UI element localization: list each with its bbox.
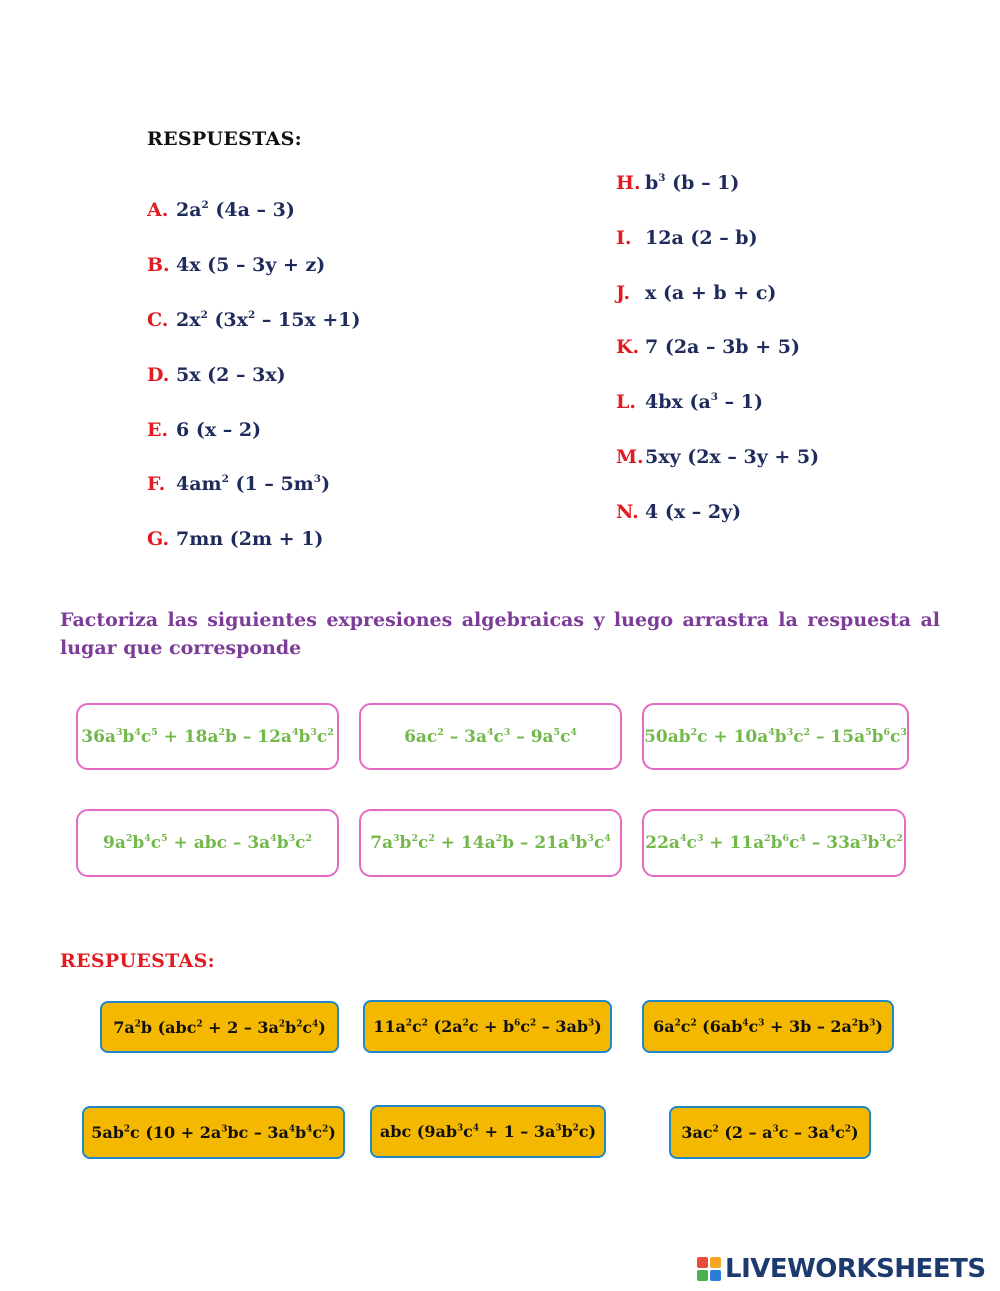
expression-text: $22a^4c^3 + 11a^2b^6c^4 - 33a^3b^3c^2$ xyxy=(645,833,903,853)
answer-g xyxy=(147,528,323,550)
logo-block xyxy=(697,1257,708,1268)
draggable-answer[interactable] xyxy=(100,1001,339,1053)
logo-block xyxy=(710,1270,721,1281)
answer-letter: N. xyxy=(616,501,639,523)
answer-b xyxy=(147,254,325,276)
answer-a xyxy=(147,199,295,221)
answer-text: 12a (2 – b) xyxy=(645,227,758,249)
draggable-answer[interactable] xyxy=(363,1000,612,1053)
answer-i xyxy=(616,227,758,249)
answer-text: x (a + b + c) xyxy=(645,282,777,304)
draggable-answer[interactable] xyxy=(642,1000,894,1053)
answer-letter: J. xyxy=(616,282,631,304)
answer-letter: H. xyxy=(616,172,641,194)
answer-tile-text: $11a^2c^2$ $(2a^2c + b^6c^2 - 3ab^3)$ xyxy=(373,1017,602,1036)
instructions: Factoriza las siguientes expresiones algebraicas y luego arrastra la respuesta al lugar que corresponde xyxy=(60,609,940,659)
answer-text: 7mn (2m + 1) xyxy=(176,528,324,550)
answer-e xyxy=(147,419,261,441)
logo-block xyxy=(697,1270,708,1281)
expression-drop-target[interactable] xyxy=(359,703,622,770)
answer-letter: B. xyxy=(147,254,170,276)
expression-text: $50ab^2c + 10a^4b^3c^2 - 15a^5b^6c^3$ xyxy=(644,726,907,747)
answers-header: RESPUESTAS: xyxy=(147,128,302,150)
answer-tile-text: abc $(9ab^3c^4 + 1 - 3a^3b^2c)$ xyxy=(379,1122,597,1141)
answer-m xyxy=(616,446,819,468)
expression-drop-target[interactable] xyxy=(76,809,339,877)
answer-j xyxy=(616,282,776,304)
answer-letter: K. xyxy=(616,336,640,358)
answer-tile-text: $5ab^2c$ $(10 + 2a^3bc - 3a^4b^4c^2)$ xyxy=(91,1123,336,1142)
answer-text: $b^3$ (b – 1) xyxy=(645,172,740,194)
draggable-answer[interactable] xyxy=(370,1105,606,1158)
answer-n xyxy=(616,501,741,523)
draggable-answer[interactable] xyxy=(82,1106,345,1159)
answer-letter: E. xyxy=(147,419,169,441)
answer-tile-text: $6a^2c^2$ $(6ab^4c^3 + 3b - 2a^2b^3)$ xyxy=(653,1017,883,1036)
answer-letter: C. xyxy=(147,309,169,331)
draggable-answer[interactable] xyxy=(669,1106,871,1159)
answer-text: 4bx $(a^3 - 1)$ xyxy=(645,391,763,413)
answer-text: $2a^2$ (4a – 3) xyxy=(176,199,295,221)
answer-k xyxy=(616,336,800,358)
expression-drop-target[interactable] xyxy=(642,809,906,877)
answer-letter: M. xyxy=(616,446,644,468)
answer-text: 5x (2 – 3x) xyxy=(176,364,286,386)
answer-tile-text: $3ac^2$ $(2 - a^3c - 3a^4c^2)$ xyxy=(681,1123,859,1142)
answer-letter: G. xyxy=(147,528,170,550)
answer-text: $2x^2$ $(3x^2 - 15x +1)$ xyxy=(176,309,361,331)
expression-text: $6ac^2 - 3a^4c^3 - 9a^5c^4$ xyxy=(404,726,577,747)
logo-blocks-icon xyxy=(697,1257,721,1281)
answer-letter: L. xyxy=(616,391,636,413)
answer-f xyxy=(147,473,330,495)
answer-text: 4 (x – 2y) xyxy=(645,501,742,523)
expression-drop-target[interactable] xyxy=(359,809,622,877)
responses-header: RESPUESTAS: xyxy=(60,950,215,972)
expression-drop-target[interactable] xyxy=(642,703,909,770)
logo-wordmark: LIVEWORKSHEETS xyxy=(725,1254,986,1284)
liveworksheets-logo xyxy=(697,1253,986,1285)
answer-text: 5xy (2x – 3y + 5) xyxy=(645,446,820,468)
expression-text: $9a^2b^4c^5$ + abc – $3a^4b^3c^2$ xyxy=(103,833,312,853)
answer-c xyxy=(147,309,361,331)
answer-d xyxy=(147,364,286,386)
answer-h xyxy=(616,172,739,194)
answer-letter: I. xyxy=(616,227,632,249)
expression-text: $7a^3b^2c^2 + 14a^2b - 21a^4b^3c^4$ xyxy=(370,833,611,853)
answer-tile-text: $7a^2b$ $(abc^2 + 2 - 3a^2b^2c^4)$ xyxy=(113,1017,326,1037)
answer-text: 4x (5 – 3y + z) xyxy=(176,254,326,276)
answer-text: 6 (x – 2) xyxy=(176,419,262,441)
expression-drop-target[interactable] xyxy=(76,703,339,770)
answer-text: $4am^2$ $(1 - 5m^3)$ xyxy=(176,473,331,495)
answer-text: 7 (2a – 3b + 5) xyxy=(645,336,800,358)
logo-block xyxy=(710,1257,721,1268)
answer-letter: F. xyxy=(147,473,166,495)
answer-letter: D. xyxy=(147,364,170,386)
answer-letter: A. xyxy=(147,199,169,221)
expression-text: $36a^3b^4c^5 + 18a^2b - 12a^4b^3c^2$ xyxy=(81,726,334,747)
answer-l xyxy=(616,391,763,413)
